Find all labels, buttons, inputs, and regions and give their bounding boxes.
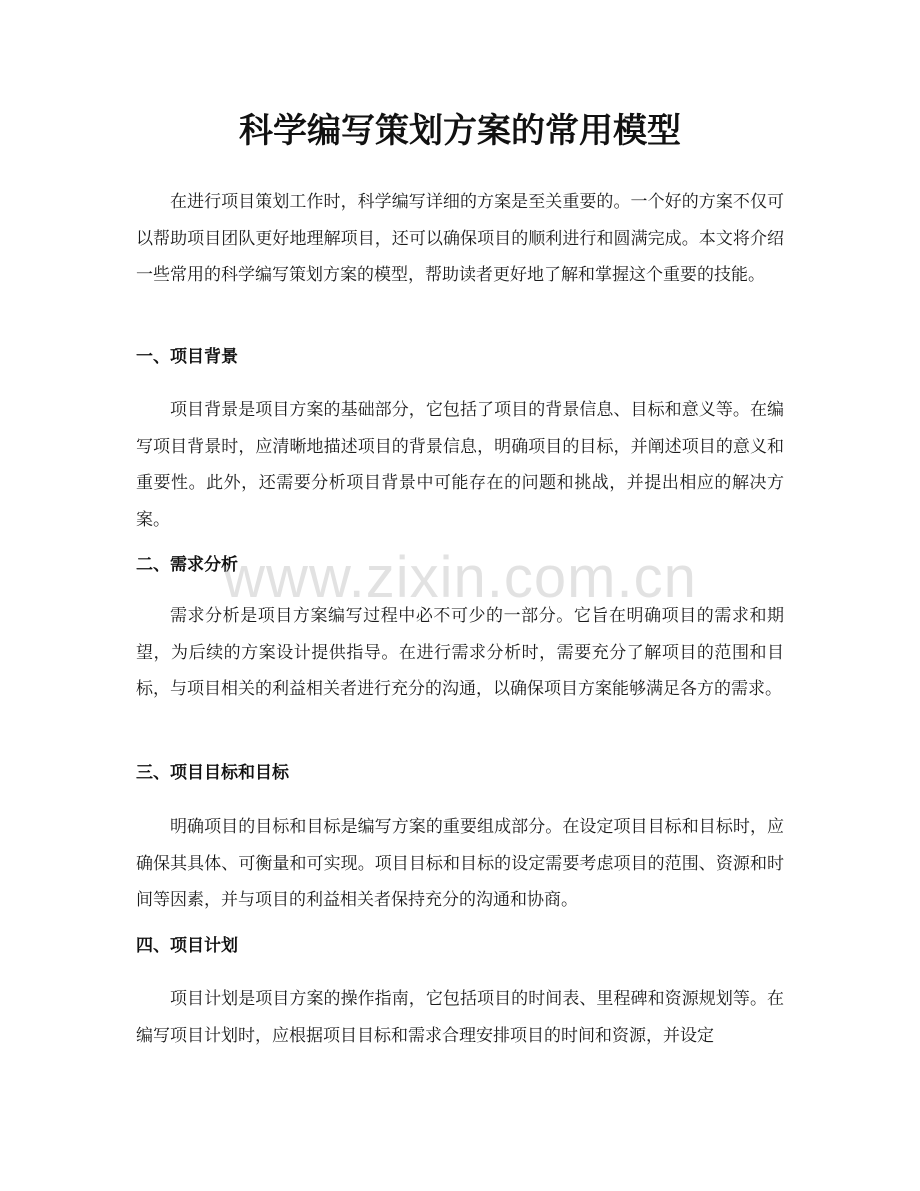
section-body-requirements: 需求分析是项目方案编写过程中必不可少的一部分。它旨在明确项目的需求和期望，为后续的方案设计提供指导。在进行需求分析时，需要充分了解项目的范围和目标，与项目相关的利益相关者进行充分的沟通，以确保项目方案能够满足各方的需求。 — [136, 606, 784, 699]
section-heading-plan: 四、项目计划 — [136, 936, 238, 956]
section-heading-requirements: 二、需求分析 — [136, 555, 238, 575]
section-heading-background: 一、项目背景 — [136, 347, 238, 367]
document-title: 科学编写策划方案的常用模型 — [239, 111, 681, 151]
intro-paragraph: 在进行项目策划工作时，科学编写详细的方案是至关重要的。一个好的方案不仅可以帮助项目团队更好地理解项目，还可以确保项目的顺利进行和圆满完成。本文将介绍一些常用的科学编写策划方案的模型，帮助读者更好地了解和掌握这个重要的技能。 — [136, 192, 784, 285]
watermark-text: www.zixin.com.cn — [223, 545, 697, 610]
section-body-objectives: 明确项目的目标和目标是编写方案的重要组成部分。在设定项目目标和目标时，应确保其具体、可衡量和可实现。项目目标和目标的设定需要考虑项目的范围、资源和时间等因素，并与项目的利益相关者保持充分的沟通和协商。 — [136, 817, 784, 910]
section-heading-objectives: 三、项目目标和目标 — [136, 763, 289, 783]
section-body-background: 项目背景是项目方案的基础部分，它包括了项目的背景信息、目标和意义等。在编写项目背景时，应清晰地描述项目的背景信息，明确项目的目标，并阐述项目的意义和重要性。此外，还需要分析项目背景中可能存在的问题和挑战，并提出相应的解决方案。 — [136, 400, 784, 530]
section-body-plan: 项目计划是项目方案的操作指南，它包括项目的时间表、里程碑和资源规划等。在编写项目计划时，应根据项目目标和需求合理安排项目的时间和资源，并设定 — [136, 989, 784, 1046]
